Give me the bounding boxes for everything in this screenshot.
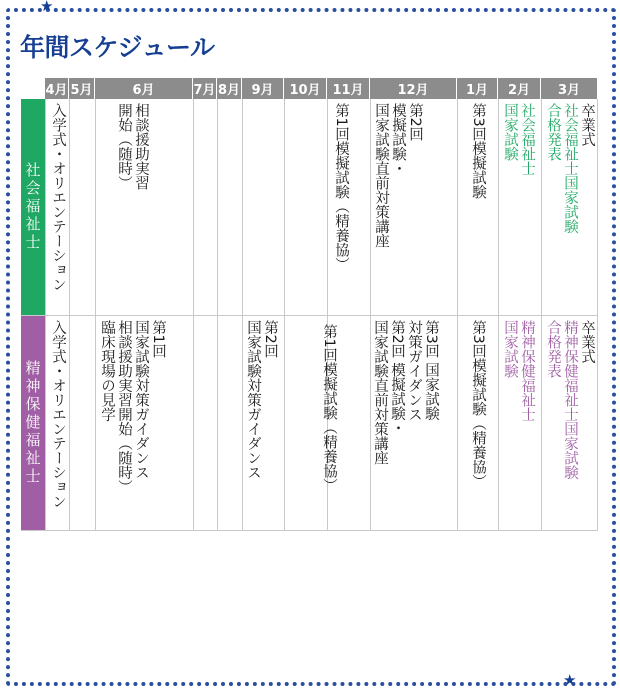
event-dec (371, 320, 439, 465)
event-sep (244, 320, 278, 480)
event-line: 精神保健福祉士 (519, 320, 535, 422)
event-jun (98, 320, 166, 494)
event-apr (49, 320, 66, 509)
event-line: 相談援助実習開始（随時） (116, 320, 132, 494)
event-line: 模擬試験・ (390, 103, 406, 176)
month-feb: 2月 (498, 78, 541, 99)
month-aug: 8月 (217, 78, 242, 99)
event-mar (544, 320, 595, 480)
event-jan (469, 320, 486, 489)
event-dec (372, 103, 423, 248)
grid-line (21, 530, 597, 531)
event-line: 国家試験直前対策講座 (373, 103, 389, 248)
event-line: 国家試験 (502, 103, 518, 161)
event-feb (501, 320, 535, 422)
event-line: 第2回 (262, 320, 278, 359)
event-line: 第1回模擬試験（精養協） (321, 324, 337, 493)
star-icon: ★ (40, 0, 54, 15)
month-may: 5月 (69, 78, 95, 99)
row-label-mental-health-worker: 精神保健福祉士 (21, 315, 45, 531)
grid-line (597, 99, 598, 531)
event-line: 合格発表 (545, 103, 561, 161)
month-apr: 4月 (45, 78, 69, 99)
event-line: 社会福祉士国家試験 (562, 103, 578, 234)
page-title: 年間スケジュール (20, 33, 215, 62)
event-line: 第2回 (407, 103, 423, 142)
event-line: 第3回 国家試験 (423, 320, 439, 421)
month-jan: 1月 (457, 78, 498, 99)
event-line: 国家試験対策ガイダンス (133, 320, 149, 480)
event-line: 臨床現場の見学 (99, 320, 115, 422)
event-line: 開始（随時） (116, 103, 132, 190)
event-line: 国家試験直前対策講座 (372, 320, 388, 465)
event-line: 国家試験 (502, 320, 518, 378)
event-line: 第2回 模擬試験・ (389, 320, 405, 436)
event-line: 対策ガイダンス (406, 320, 422, 422)
month-jun: 6月 (95, 78, 193, 99)
event-line: 第1回 (150, 320, 166, 359)
event-line: 第3回模擬試験 (470, 103, 486, 200)
event-line: 卒業式 (579, 320, 595, 364)
event-feb (501, 103, 535, 176)
event-jan (469, 103, 486, 199)
month-oct: 10月 (284, 78, 327, 99)
month-dec: 12月 (370, 78, 457, 99)
event-line: 入学式・オリエンテーション (50, 320, 66, 509)
month-jul: 7月 (193, 78, 217, 99)
event-line: 入学式・オリエンテーション (50, 103, 66, 292)
event-apr (49, 103, 66, 292)
event-nov (332, 103, 349, 272)
event-line: 社会福祉士 (519, 103, 535, 176)
event-line: 精神保健福祉士国家試験 (562, 320, 578, 480)
event-line: 第1回模擬試験（精養協） (333, 103, 349, 272)
event-jun (115, 103, 149, 190)
star-icon: ★ (563, 671, 577, 689)
month-nov: 11月 (327, 78, 370, 99)
month-sep: 9月 (242, 78, 284, 99)
event-line: 相談援助実習 (133, 103, 149, 190)
event-nov (320, 324, 337, 493)
event-line: 国家試験対策ガイダンス (245, 320, 261, 480)
grid-line (21, 315, 597, 316)
event-line: 卒業式 (579, 103, 595, 147)
event-mar (544, 103, 595, 234)
event-line: 合格発表 (545, 320, 561, 378)
row-label-social-worker: 社会福祉士 (21, 99, 45, 315)
month-mar: 3月 (541, 78, 597, 99)
event-line: 第3回模擬試験（精養協） (470, 320, 486, 489)
